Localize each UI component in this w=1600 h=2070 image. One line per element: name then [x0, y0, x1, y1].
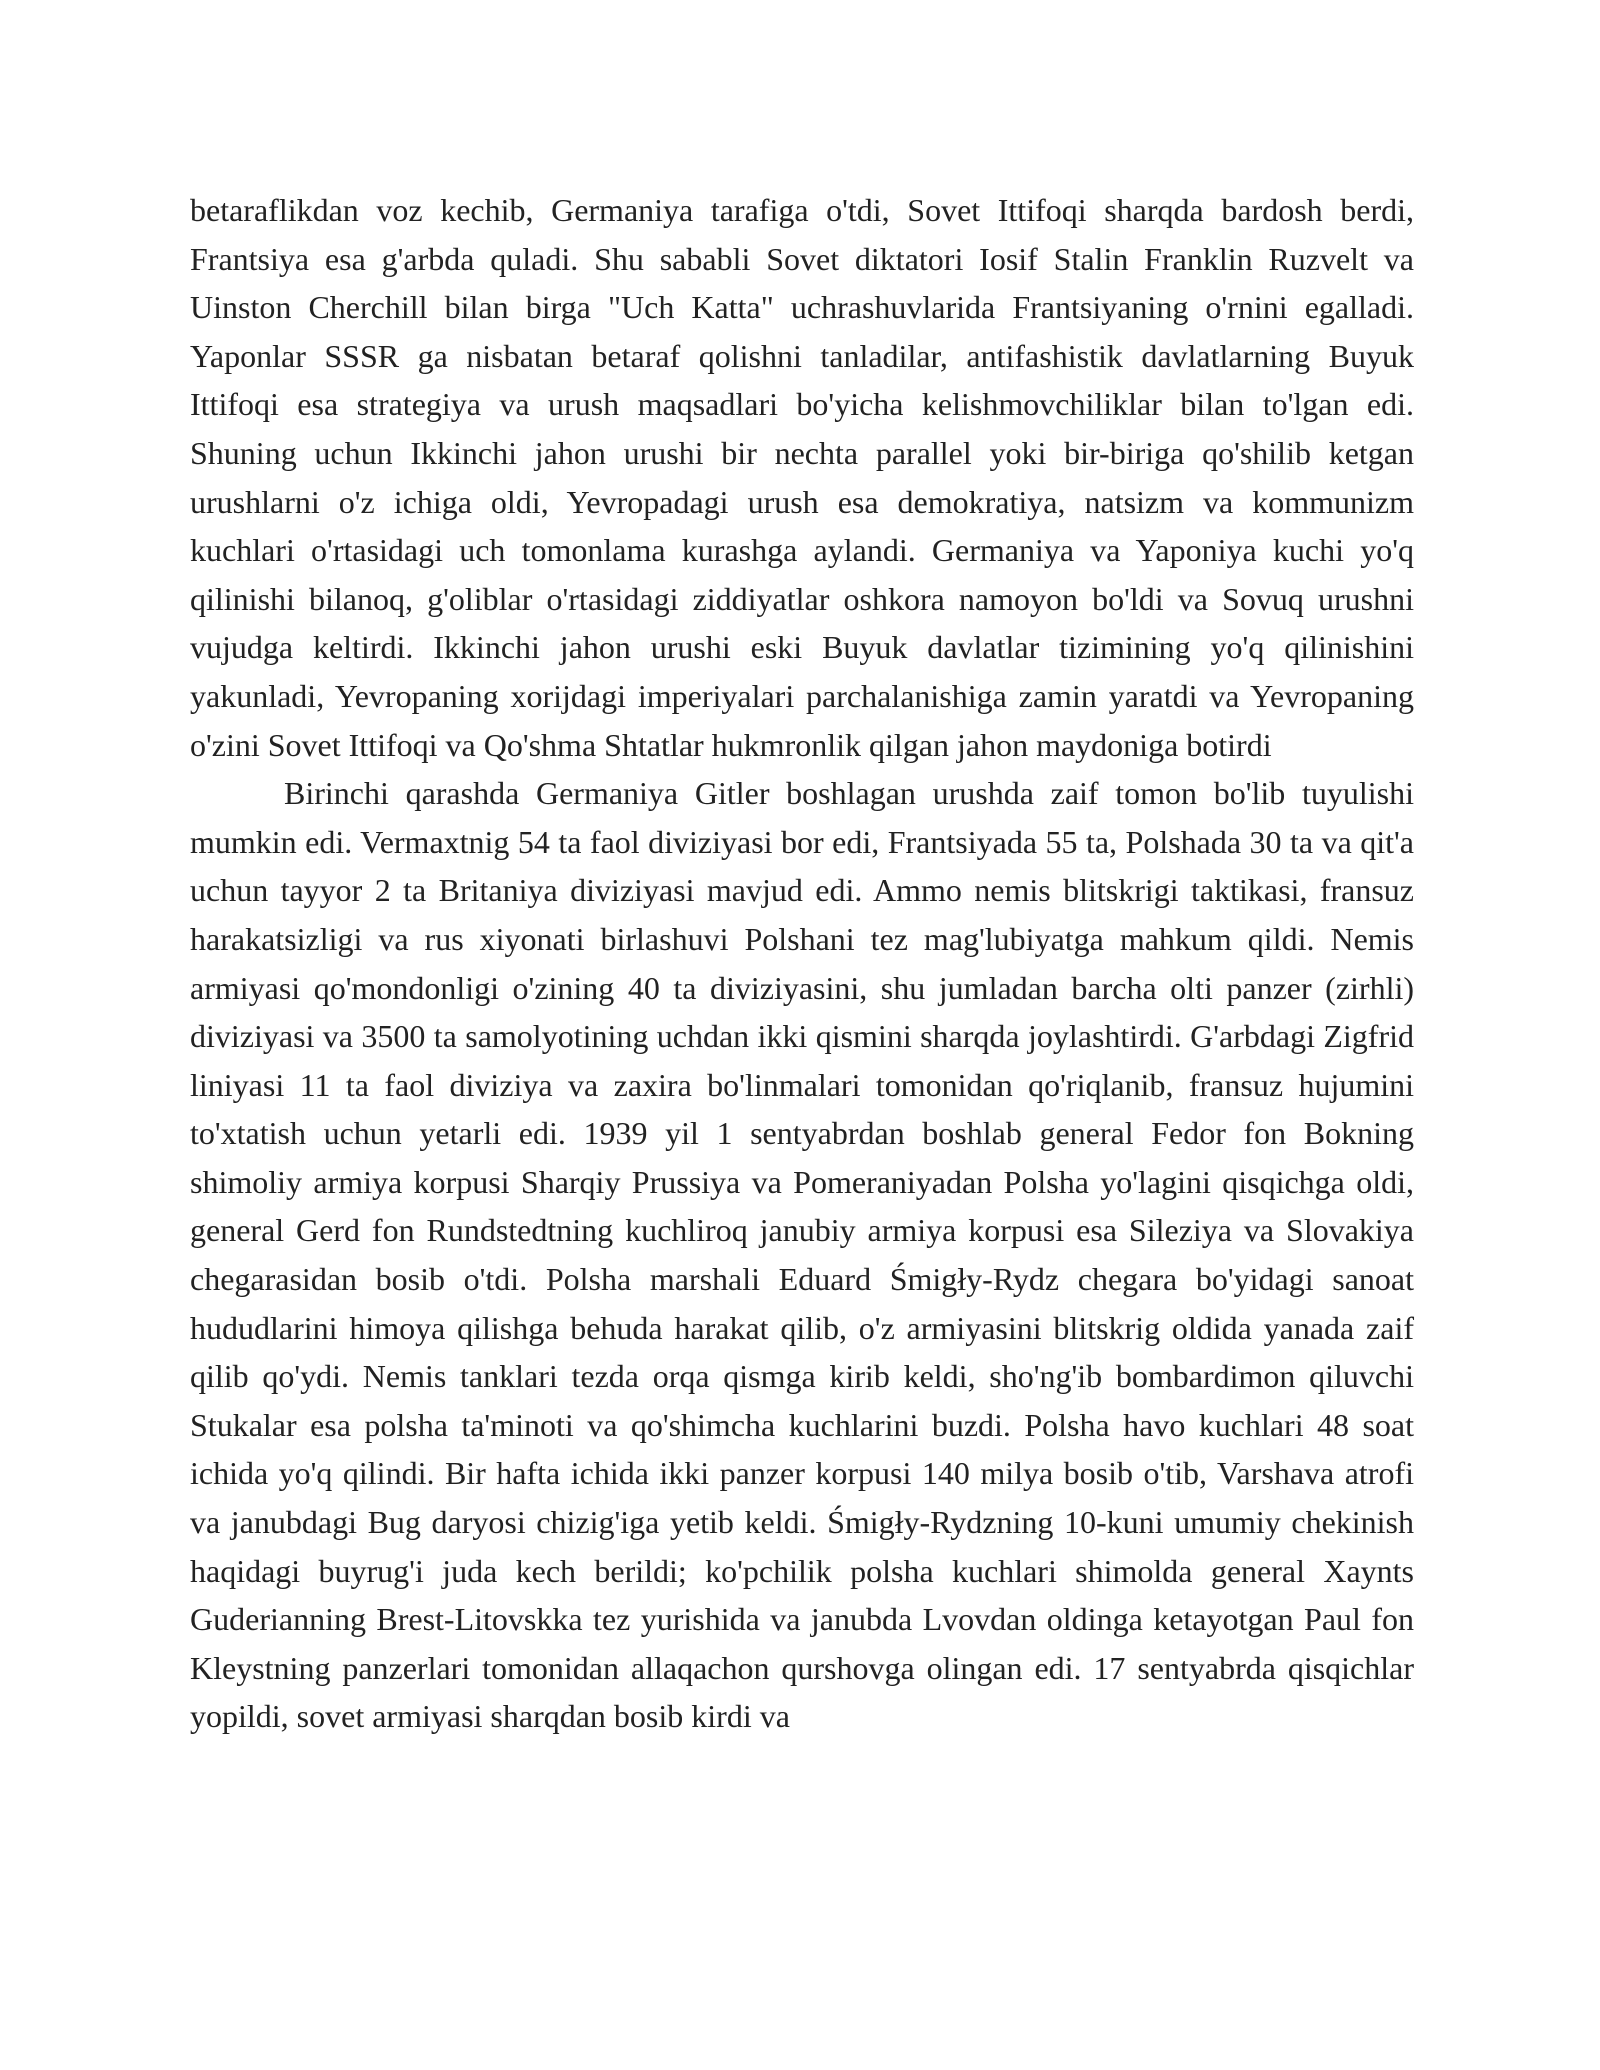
paragraph-2: Birinchi qarashda Germaniya Gitler boshlagan urushda zaif tomon bo'lib tuyulishi mumkin edi. Vermaxtnig 54 ta faol diviziyasi bor edi, Frantsiyada 55 ta, Polshada 30 ta va qit'a uchun tayyor 2 ta Britaniya diviziyasi mavjud edi. Ammo nemis blitskrigi taktikasi, fransuz harakatsizligi va rus xiyonati birlashuvi Polshani tez mag'lubiyatga mahkum qildi. Nemis armiyasi qo'mondonligi o'zining 40 ta diviziyasini, shu jumladan barcha olti panzer (zirhli) diviziyasi va 3500 ta samolyotining uchdan ikki qismini sharqda joylashtirdi. G'arbdagi Zigfrid liniyasi 11 ta faol diviziya va zaxira bo'linmalari tomonidan qo'riqlanib, fransuz hujumini to'xtatish uchun yetarli edi. 1939 yil 1 sentyabrdan boshlab general Fedor fon Bokning shimoliy armiya korpusi Sharqiy Prussiya va Pomeraniyadan Polsha yo'lagini qisqichga oldi, general Gerd fon Rundstedtning kuchliroq janubiy armiya korpusi esa Sileziya va Slovakiya chegarasidan bosib o'tdi. Polsha marshali Eduard Śmigły-Rydz chegara bo'yidagi sanoat hududlarini himoya qilishga behuda harakat qilib, o'z armiyasini blitskrig oldida yanada zaif qilib qo'ydi. Nemis tanklari tezda orqa qismga kirib keldi, sho'ng'ib bombardimon qiluvchi Stukalar esa polsha ta'minoti va qo'shimcha kuchlarini buzdi. Polsha havo kuchlari 48 soat ichida yo'q qilindi. Bir hafta ichida ikki panzer korpusi 140 milya bosib o'tib, Varshava atrofi va janubdagi Bug daryosi chizig'iga yetib keldi. Śmigły-Rydzning 10-kuni umumiy chekinish haqidagi buyrug'i juda kech berildi; ko'pchilik polsha kuchlari shimolda general Xaynts Guderianning Brest-Litovskka tez yurishida va janubda Lvovdan oldinga ketayotgan Paul fon Kleystning panzerlari tomonidan allaqachon qurshovga olingan edi. 17 sentyabrda qisqichlar yopildi, sovet armiyasi sharqdan bosib kirdi va [190, 775, 1414, 1735]
paragraph-1: betaraflikdan voz kechib, Germaniya tarafiga o'tdi, Sovet Ittifoqi sharqda bardosh berdi, Frantsiya esa g'arbda quladi. Shu sababli Sovet diktatori Iosif Stalin Franklin Ruzvelt va Uinston Cherchill bilan birga "Uch Katta" uchrashuvlarida Frantsiyaning o'rnini egalladi. Yaponlar SSSR ga nisbatan betaraf qolishni tanladilar, antifashistik davlatlarning Buyuk Ittifoqi esa strategiya va urush maqsadlari bo'yicha kelishmovchiliklar bilan to'lgan edi. Shuning uchun Ikkinchi jahon urushi bir nechta parallel yoki bir-biriga qo'shilib ketgan urushlarni o'z ichiga oldi, Yevropadagi urush esa demokratiya, natsizm va kommunizm kuchlari o'rtasidagi uch tomonlama kurashga aylandi. Germaniya va Yaponiya kuchi yo'q qilinishi bilanoq, g'oliblar o'rtasidagi ziddiyatlar oshkora namoyon bo'ldi va Sovuq urushni vujudga keltirdi. Ikkinchi jahon urushi eski Buyuk davlatlar tizimining yo'q qilinishini yakunladi, Yevropaning xorijdagi imperiyalari parchalanishiga zamin yaratdi va Yevropaning o'zini Sovet Ittifoqi va Qo'shma Shtatlar hukmronlik qilgan jahon maydoniga botirdi [190, 192, 1414, 763]
document-page [190, 186, 1414, 1741]
